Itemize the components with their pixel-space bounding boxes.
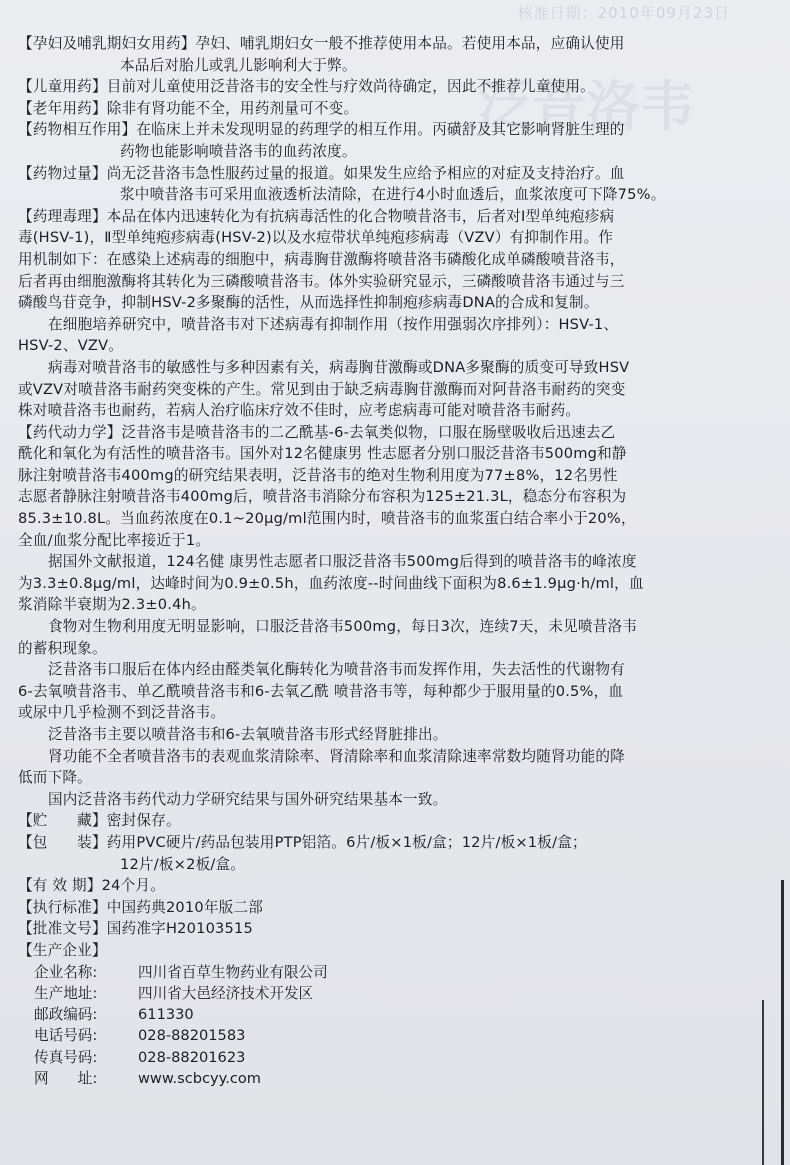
text-line: 【药代动力学】泛昔洛韦是喷昔洛韦的二乙酰基-6-去氧类似物，口服在肠壁吸收后迅速去乙 — [18, 423, 616, 441]
text-line: 【包 装】药用PVC硬片/药品包装用PTP铝箔。6片/板×1板/盒；12片/板×1板/盒； — [18, 833, 587, 851]
text-line: HSV-2、VZV。 — [18, 337, 124, 355]
text-line: 的蓄积现象。 — [18, 639, 107, 657]
text-line: 后者再由细胞激酶将其转化为三磷酸喷昔洛韦。体外实验研究显示，三磷酸喷昔洛韦通过与三 — [18, 272, 625, 290]
text-line: 用机制如下：在感染上述病毒的细胞中，病毒胸苷激酶将喷昔洛韦磷酸化成单磷酸喷昔洛韦， — [18, 250, 625, 268]
text-line: 【儿童用药】目前对儿童使用泛昔洛韦的安全性与疗效尚待确定，因此不推荐儿童使用。 — [18, 78, 595, 96]
text-line: 【老年用药】除非有肾功能不全，用药剂量可不变。 — [18, 99, 359, 117]
text-line: 志愿者静脉注射喷昔洛韦400mg后，喷昔洛韦消除分布容积为125±21.3L，稳态分布容积为 — [18, 488, 627, 506]
manufacturer-value: www.scbcyy.com — [138, 1070, 262, 1088]
text-line: 食物对生物利用度无明显影响，口服泛昔洛韦500mg，每日3次，连续7天，未见喷昔洛韦 — [48, 618, 638, 636]
manufacturer-label: 企业名称: — [34, 963, 98, 981]
text-line: 或尿中几乎检测不到泛昔洛韦。 — [18, 704, 226, 722]
text-line: 肾功能不全者喷昔洛韦的表观血浆清除率、肾清除率和血浆清除速率常数均随肾功能的降 — [48, 747, 625, 765]
text-line: 酰化和氧化为有活性的喷昔洛韦。国外对12名健康男 性志愿者分别口服泛昔洛韦500mg和静 — [18, 445, 627, 463]
manufacturer-value: 四川省大邑经济技术开发区 — [138, 984, 314, 1002]
text-line: 【孕妇及哺乳期妇女用药】孕妇、哺乳期妇女一般不推荐使用本品。若使用本品，应确认使用 — [18, 35, 625, 52]
text-line: 株对喷昔洛韦也耐药，若病人治疗临床疗效不佳时，应考虑病毒可能对喷昔洛韦耐药。 — [18, 402, 581, 420]
text-line: 病毒对喷昔洛韦的敏感性与多种因素有关，病毒胸苷激酶或DNA多聚酶的质变可导致HSV — [48, 358, 630, 376]
manufacturer-label: 电话号码: — [34, 1027, 98, 1045]
text-line: 或VZV对喷昔洛韦耐药突变株的产生。常见到由于缺乏病毒胸苷激酶而对阿昔洛韦耐药的突变 — [18, 380, 626, 398]
text-line: 【药理毒理】本品在体内迅速转化为有抗病毒活性的化合物喷昔洛韦，后者对Ⅰ型单纯疱疹病 — [18, 207, 615, 225]
text-line: 全血/血浆分配比率接近于1。 — [18, 531, 211, 549]
text-line: 脉注射喷昔洛韦400mg的研究结果表明，泛昔洛韦的绝对生物利用度为77±8%，12名男性 — [18, 466, 618, 484]
manufacturer-row — [34, 962, 782, 983]
text-line: 药物也能影响喷昔洛韦的血药浓度。 — [120, 142, 357, 160]
manufacturer-label: 生产地址: — [34, 984, 98, 1002]
manufacturer-label: 网 址: — [34, 1070, 98, 1088]
manufacturer-label: 邮政编码: — [34, 1006, 98, 1024]
text-line: 【执行标准】中国药典2010年版二部 — [18, 898, 264, 916]
manufacturer-row — [34, 983, 782, 1004]
text-line: 【批准文号】国药准字H20103515 — [18, 920, 253, 938]
manufacturer-value: 四川省百草生物药业有限公司 — [138, 963, 328, 981]
text-line: 12片/板×2板/盒。 — [120, 855, 246, 873]
manufacturer-value: 028-88201583 — [138, 1027, 246, 1045]
text-line: 【药物相互作用】在临床上并未发现明显的药理学的相互作用。丙磺舒及其它影响肾脏生理的 — [18, 121, 625, 139]
text-line: 浆消除半衰期为2.3±0.4h。 — [18, 596, 206, 614]
text-line: 国内泛昔洛韦药代动力学研究结果与国外研究结果基本一致。 — [48, 790, 448, 808]
manufacturer-row — [34, 1068, 782, 1089]
text-line: 在细胞培养研究中，喷昔洛韦对下述病毒有抑制作用（按作用强弱次序排列）：HSV-1、 — [48, 315, 619, 333]
text-line: 泛昔洛韦口服后在体内经由醛类氧化酶转化为喷昔洛韦而发挥作用，失去活性的代谢物有 — [48, 661, 625, 679]
text-line: 泛昔洛韦主要以喷昔洛韦和6-去氧喷昔洛韦形式经肾脏排出。 — [48, 726, 448, 743]
manufacturer-row — [34, 1025, 782, 1046]
text-line: 【贮 藏】密封保存。 — [18, 812, 181, 830]
text-line: 浆中喷昔洛韦可采用血液透析法清除，在进行4小时血透后，血浆浓度可下降75%。 — [120, 186, 666, 204]
text-line: 【生产企业】 — [18, 941, 107, 959]
text-line: 85.3±10.8L。当血药浓度在0.1~20μg/ml范围内时，喷昔洛韦的血浆蛋白结合率小于20%， — [18, 510, 636, 528]
manufacturer-row — [34, 1047, 782, 1068]
manufacturer-label: 传真号码: — [34, 1048, 98, 1066]
manufacturer-value: 611330 — [138, 1006, 194, 1024]
text-line: 毒(HSV-1)，Ⅱ型单纯疱疹病毒(HSV-2)以及水痘带状单纯疱疹病毒（VZV）有抑制作用。作 — [18, 229, 614, 247]
text-line: 【药物过量】尚无泛昔洛韦急性服药过量的报道。如果发生应给予相应的对症及支持治疗。血 — [18, 164, 625, 182]
text-line: 【有 效 期】24个月。 — [18, 877, 165, 895]
bleed-through-header: 核准日期：2010年09月23日 — [517, 4, 730, 22]
text-line: 6-去氧喷昔洛韦、单乙酰喷昔洛韦和6-去氧乙酰 喷昔洛韦等，每种都少于服用量的0.5%，血 — [18, 682, 624, 700]
text-line: 低而下降。 — [18, 769, 92, 787]
text-line: 磷酸鸟苷竞争，抑制HSV-2多聚酶的活性，从而选择性抑制疱疹病毒DNA的合成和复制。 — [18, 294, 599, 312]
text-line: 为3.3±0.8μg/ml，达峰时间为0.9±0.5h，血药浓度--时间曲线下面积为8.6±1.9μg·h/ml，血 — [18, 574, 644, 592]
manufacturer-value: 028-88201623 — [138, 1048, 246, 1066]
bleed-through-title: 泛昔洛韦 — [478, 75, 694, 138]
text-line: 本品后对胎儿或乳儿影响利大于弊。 — [120, 56, 357, 74]
text-line: 据国外文献报道，124名健 康男性志愿者口服泛昔洛韦500mg后得到的喷昔洛韦的峰浓度 — [48, 553, 637, 571]
manufacturer-row — [34, 1004, 782, 1025]
insert-text-body — [18, 33, 782, 1089]
